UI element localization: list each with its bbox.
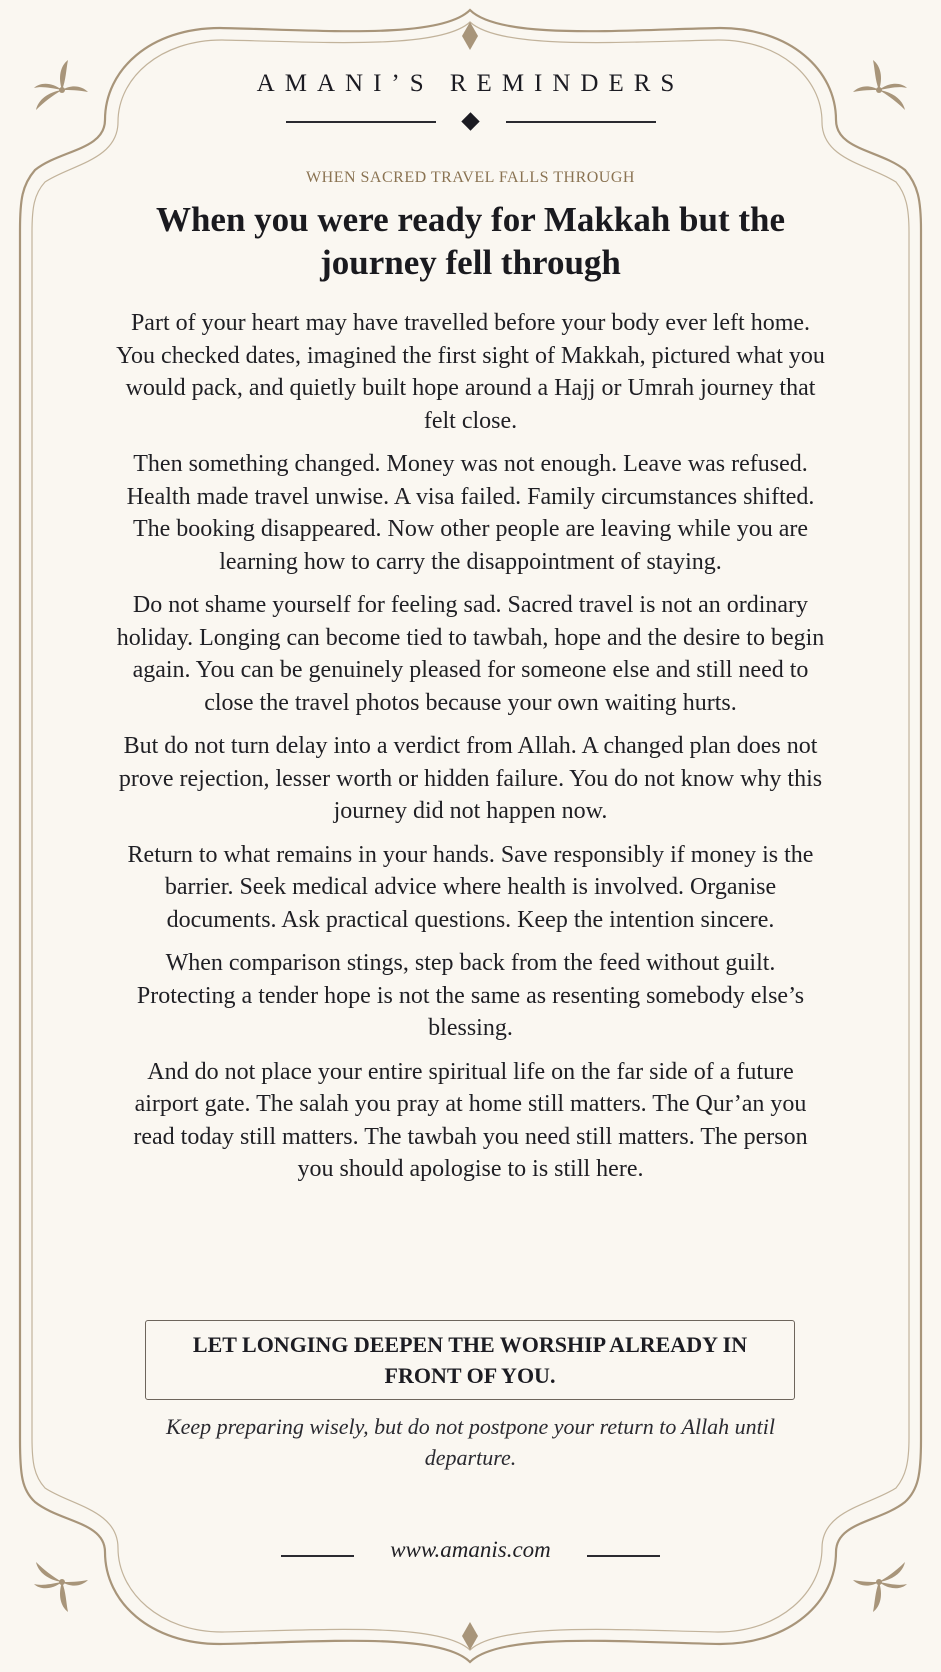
article-body (116, 307, 825, 1197)
paragraph: When comparison stings, step back from the feed without guilt. Protecting a tender hope is not the same as resenting somebody else’s blessing. (136, 950, 805, 1041)
brand-divider (286, 112, 656, 132)
footer-rule-right (587, 1555, 660, 1557)
brand-name: AMANI’S REMINDERS (256, 70, 685, 97)
paragraph: But do not turn delay into a verdict from Allah. A changed plan does not prove rejection, lesser worth or hidden failure. You do not know why this journey did not happen now. (118, 733, 823, 824)
section-kicker: WHEN SACRED TRAVEL FALLS THROUGH (306, 169, 635, 186)
paragraph: Do not shame yourself for feeling sad. Sacred travel is not an ordinary holiday. Longing can become tied to tawbah, hope and the desire to begin again. You can be genuinely pleased for someone else and still need to close the travel photos because your own waiting hurts. (116, 592, 825, 716)
paragraph: And do not place your entire spiritual life on the far side of a future airport gate. The salah you pray at home still matters. The Qur’an you read today still matters. The tawbah you need still matters. The person you should apologise to is still here. (133, 1058, 808, 1182)
callout-box (145, 1320, 795, 1400)
footer-rule-left (281, 1555, 354, 1557)
paragraph: Return to what remains in your hands. Save responsibly if money is the barrier. Seek medical advice where health is involved. Organise documents. Ask practical questions. Keep the intention sincere. (127, 841, 814, 933)
closing-line: Keep preparing wisely, but do not postpone your return to Allah until departure. (165, 1414, 776, 1470)
diamond-icon (461, 112, 479, 130)
brand-header (0, 70, 941, 132)
page-title: When you were ready for Makkah but the journey fell through (155, 200, 786, 282)
paragraph: Part of your heart may have travelled before your body ever left home. You checked dates, imagined the first sight of Makkah, pictured what you would pack, and quietly built hope around a Hajj or Umrah journey that felt close. (116, 310, 825, 434)
footer (0, 1537, 941, 1573)
paragraph: Then something changed. Money was not enough. Leave was refused. Health made travel unwise. A visa failed. Family circumstances shifted. The booking disappeared. Now other people are leaving while you are learning how to carry the disappointment of staying. (126, 451, 815, 575)
footer-url[interactable]: www.amanis.com (390, 1537, 551, 1562)
callout-text: LET LONGING DEEPEN THE WORSHIP ALREADY IN FRONT OF YOU. (192, 1332, 748, 1388)
